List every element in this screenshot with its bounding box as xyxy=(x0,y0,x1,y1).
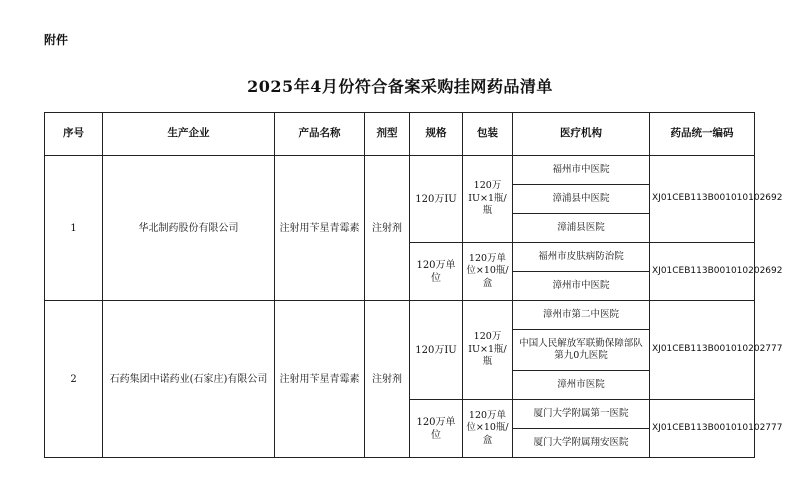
header-code: 药品统一编码 xyxy=(650,113,755,156)
header-seq: 序号 xyxy=(45,113,103,156)
institution-cell: 福州市中医院 xyxy=(513,156,650,185)
package-cell: 120万单位×10瓶/盒 xyxy=(463,400,513,458)
seq-cell: 2 xyxy=(45,301,103,458)
table-row xyxy=(45,301,755,330)
code-cell: XJ01CEB113B001010202692 xyxy=(650,243,755,301)
manufacturer-cell: 华北制药股份有限公司 xyxy=(103,156,275,301)
institution-cell: 厦门大学附属第一医院 xyxy=(513,400,650,429)
manufacturer-cell: 石药集团中诺药业(石家庄)有限公司 xyxy=(103,301,275,458)
package-cell: 120万IU×1瓶/瓶 xyxy=(463,301,513,400)
institution-cell: 厦门大学附属翔安医院 xyxy=(513,429,650,458)
package-cell: 120万IU×1瓶/瓶 xyxy=(463,156,513,243)
header-product: 产品名称 xyxy=(275,113,365,156)
product-cell: 注射用苄星青霉素 xyxy=(275,156,365,301)
code-cell: XJ01CEB113B001010102777 xyxy=(650,400,755,458)
institution-cell: 中国人民解放军联勤保障部队第九0九医院 xyxy=(513,330,650,371)
attachment-label: 附件 xyxy=(44,33,69,47)
spec-cell: 120万单位 xyxy=(410,243,463,301)
spec-cell: 120万IU xyxy=(410,156,463,243)
dosage-cell: 注射剂 xyxy=(365,156,410,301)
header-institution: 医疗机构 xyxy=(513,113,650,156)
institution-cell: 漳州市中医院 xyxy=(513,272,650,301)
seq-cell: 1 xyxy=(45,156,103,301)
dosage-cell: 注射剂 xyxy=(365,301,410,458)
institution-cell: 福州市皮肤病防治院 xyxy=(513,243,650,272)
package-cell: 120万单位×10瓶/盒 xyxy=(463,243,513,301)
spec-cell: 120万IU xyxy=(410,301,463,400)
institution-cell: 漳浦县中医院 xyxy=(513,185,650,214)
institution-cell: 漳浦县医院 xyxy=(513,214,650,243)
page-title: 2025年4月份符合备案采购挂网药品清单 xyxy=(247,77,553,96)
spec-cell: 120万单位 xyxy=(410,400,463,458)
table-row xyxy=(45,156,755,185)
header-row xyxy=(45,113,755,156)
code-cell: XJ01CEB113B001010102692 xyxy=(650,156,755,243)
header-package: 包装 xyxy=(463,113,513,156)
code-cell: XJ01CEB113B001010202777 xyxy=(650,301,755,400)
institution-cell: 漳州市医院 xyxy=(513,371,650,400)
institution-cell: 漳州市第二中医院 xyxy=(513,301,650,330)
header-spec: 规格 xyxy=(410,113,463,156)
drug-list-table xyxy=(44,112,783,458)
header-dosage: 剂型 xyxy=(365,113,410,156)
product-cell: 注射用苄星青霉素 xyxy=(275,301,365,458)
header-manufacturer: 生产企业 xyxy=(103,113,275,156)
